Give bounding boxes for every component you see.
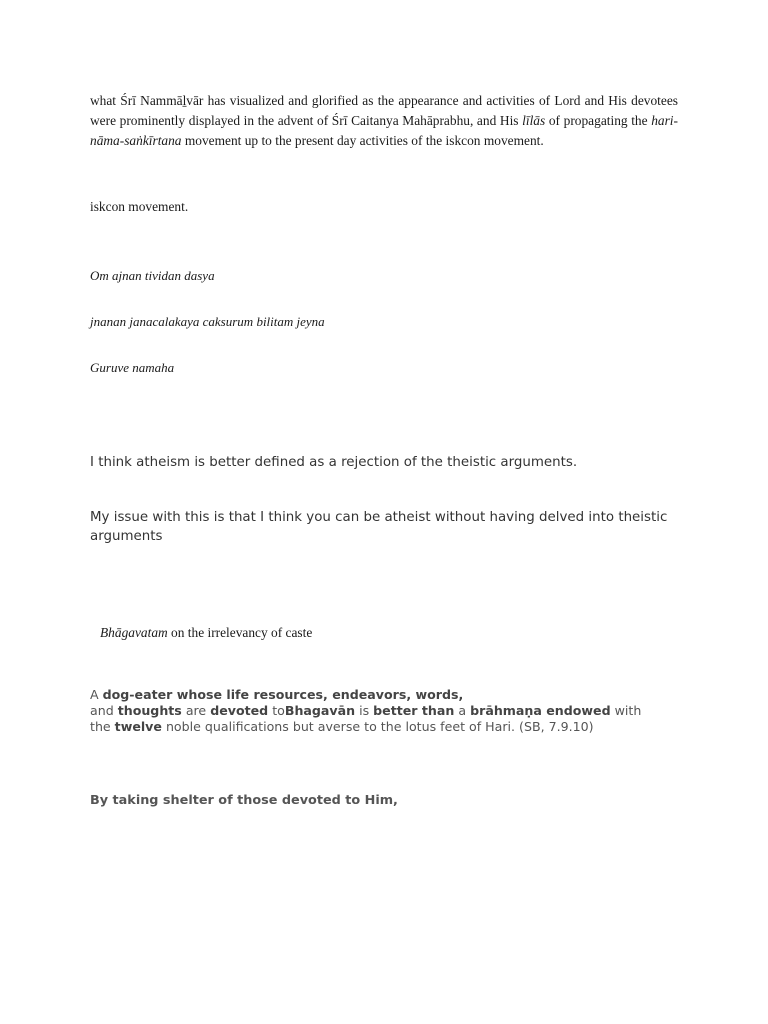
quote-line-1 [90, 687, 690, 703]
quote-bold: better than [373, 703, 455, 718]
intro-text-part3: movement up to the present day activities of the iskcon movement. [181, 133, 544, 148]
mantra-line-2: jnanan janacalakaya caksurum bilitam jeyna [90, 314, 325, 329]
quote-bold: twelve [114, 719, 162, 734]
quote-bold: brāhmaṇa endowed [470, 703, 611, 718]
issue-paragraph: My issue with this is that I think you can be atheist without having delved into theistic arguments [90, 510, 668, 544]
quote-line-2 [90, 703, 690, 719]
intro-paragraph [90, 91, 678, 151]
quote-bold: devoted [210, 703, 269, 718]
quote-text: A [90, 687, 103, 702]
quote-text: the [90, 719, 115, 734]
quote-text: with [610, 703, 642, 718]
iskcon-line: iskcon movement. [90, 199, 189, 214]
intro-text-part2: of propagating the [545, 113, 652, 128]
atheism-paragraph: I think atheism is better defined as a rejection of the theistic arguments. [90, 455, 578, 470]
quote-bold: dog-eater whose life resources, endeavors, words, [102, 687, 464, 702]
quote-line-3 [90, 719, 690, 735]
quote-text: are [181, 703, 211, 718]
quote-bold: Bhagavān [284, 703, 356, 718]
sb-quote [90, 687, 690, 735]
bhagavatam-title: Bhāgavatam [100, 625, 168, 640]
bhagavatam-heading-rest: on the irrelevancy of caste [167, 625, 313, 640]
quote-bold: thoughts [117, 703, 182, 718]
quote-text: a [454, 703, 471, 718]
quote-text: and [90, 703, 118, 718]
intro-text-part1: what Śrī Nammāḻvār has visualized and glorified as the appearance and activities of Lord and His devotees were prominently displayed in the advent of Śrī Caitanya Mahāprabhu, and His [90, 93, 678, 128]
quote-text: to [268, 703, 285, 718]
shelter-line: By taking shelter of those devoted to Him, [90, 793, 398, 808]
mantra-line-3: Guruve namaha [90, 360, 175, 375]
bhagavatam-heading [90, 625, 312, 641]
intro-hari-nama: hari-nāma-saṅkīrtana [90, 113, 678, 148]
mantra-line-1: Om ajnan tividan dasya [90, 268, 215, 283]
quote-text: is [355, 703, 374, 718]
quote-text: noble qualifications but averse to the lotus feet of Hari. (SB, 7.9.10) [161, 719, 594, 734]
intro-lilas: līlās [522, 113, 546, 128]
